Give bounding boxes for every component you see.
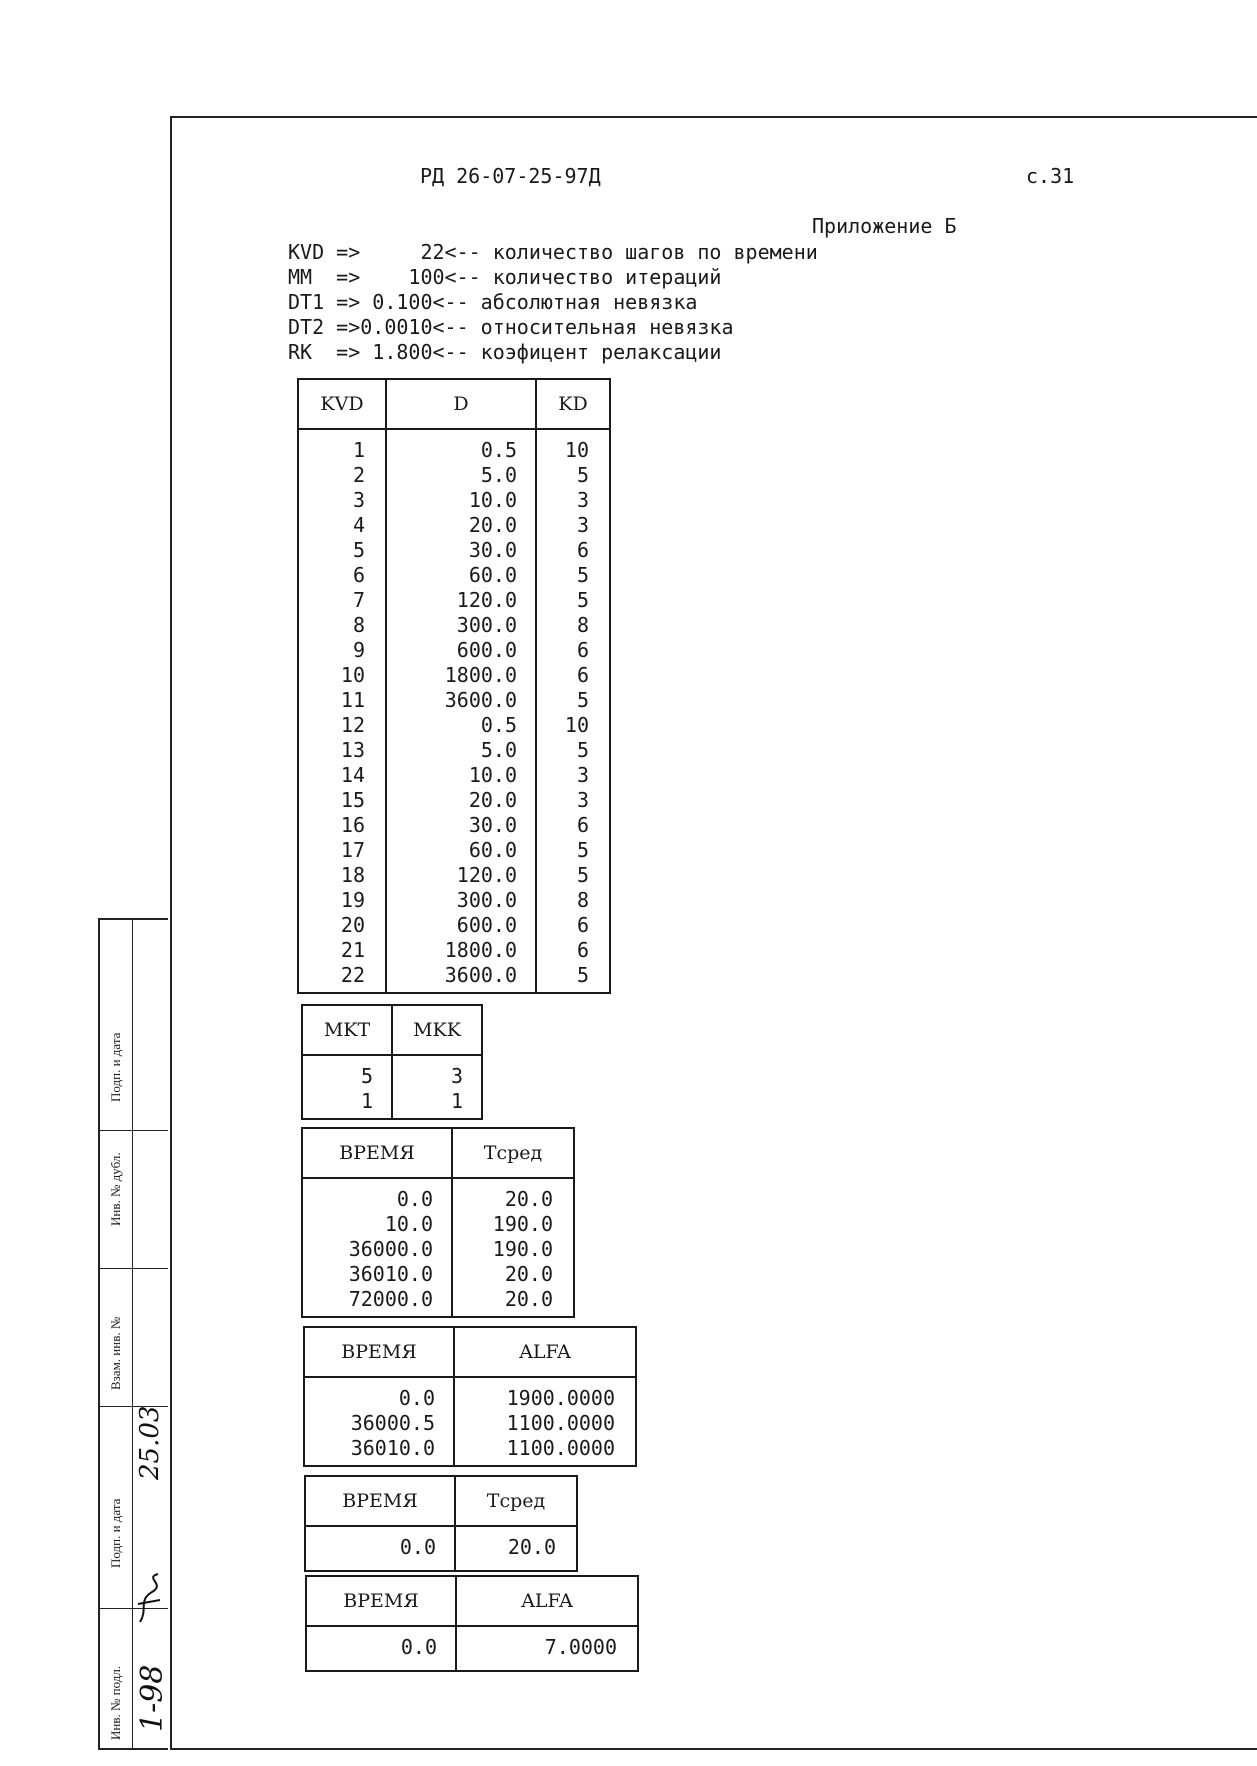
stamp-divider [100, 1406, 168, 1407]
table-cell-value: 8 [576, 888, 589, 912]
time-header: ВРЕМЯ [306, 1576, 456, 1626]
table-cell-value: 15 [340, 788, 365, 812]
mkt-values [303, 1056, 391, 1118]
time-values [307, 1627, 455, 1670]
table-cell-value: 6 [576, 913, 589, 937]
mkk-header: MKK [392, 1005, 482, 1055]
table-cell-value: 30.0 [468, 538, 517, 562]
table-cell-value: 0.0 [399, 1535, 436, 1559]
table-cell-value: 12 [340, 713, 365, 737]
stamp-label: Подп. и дата [108, 1032, 123, 1102]
mkk-values [393, 1056, 481, 1118]
handwritten-date: 25.03 [135, 1405, 165, 1480]
kvd-table [297, 378, 611, 994]
stamp-label: Инв. № подл. [108, 1665, 123, 1740]
temperature-header: Тсред [452, 1128, 574, 1178]
temperature-column [455, 1526, 577, 1571]
time-temperature-table-2 [304, 1475, 578, 1572]
kd-header: KD [536, 379, 610, 429]
table-cell-value: 10 [340, 663, 365, 687]
table-cell-value: 11 [340, 688, 365, 712]
table-cell-value: 6 [576, 663, 589, 687]
table-cell-value: 36010.0 [348, 1262, 433, 1286]
table-cell-value: 5 [576, 563, 589, 587]
table-cell-value: 20.0 [507, 1535, 556, 1559]
table-cell-value: 8 [576, 613, 589, 637]
table-cell-value: 6 [576, 638, 589, 662]
table-cell-value: 300.0 [456, 888, 517, 912]
table-cell-value: 1800.0 [444, 938, 517, 962]
alfa-column [456, 1626, 638, 1671]
table-cell-value: 19 [340, 888, 365, 912]
table-cell-value: 5.0 [480, 738, 517, 762]
table-cell-value: 5 [576, 963, 589, 987]
table-cell-value: 8 [352, 613, 365, 637]
table-cell-value: 3 [576, 513, 589, 537]
kvd-column [298, 429, 386, 993]
time-temperature-table [301, 1127, 575, 1318]
table-cell-value: 9 [352, 638, 365, 662]
table-cell-value: 20.0 [468, 788, 517, 812]
table-cell-value: 72000.0 [348, 1287, 433, 1311]
table-cell-value: 600.0 [456, 638, 517, 662]
table-cell-value: 1100.0000 [506, 1436, 615, 1460]
table-cell-value: 10 [564, 713, 589, 737]
param-line: DT2 =>0.0010<-- относительная невязка [288, 315, 734, 339]
table-cell-value: 21 [340, 938, 365, 962]
alfa-values [457, 1627, 637, 1670]
table-cell-value: 3 [352, 488, 365, 512]
signature-scribble-icon [134, 1570, 164, 1630]
time-alfa-table [303, 1326, 637, 1467]
d-values [387, 430, 535, 992]
table-cell-value: 1 [360, 1089, 373, 1113]
table-cell-value: 6 [576, 938, 589, 962]
table-cell-value: 7.0000 [544, 1635, 617, 1659]
table-cell-value: 5 [576, 838, 589, 862]
table-cell-value: 13 [340, 738, 365, 762]
parameter-block [288, 240, 818, 365]
table-cell-value: 0.0 [400, 1635, 437, 1659]
table-cell-value: 60.0 [468, 838, 517, 862]
alfa-header: ALFA [454, 1327, 636, 1377]
table-cell-value: 3 [576, 488, 589, 512]
time-values [306, 1527, 454, 1570]
stamp-label: Взам. инв. № [108, 1316, 123, 1390]
table-cell-value: 3600.0 [444, 963, 517, 987]
mkt-column [302, 1055, 392, 1119]
table-cell-value: 5 [360, 1064, 373, 1088]
table-cell-value: 120.0 [456, 588, 517, 612]
table-cell-value: 3 [576, 788, 589, 812]
table-cell-value: 300.0 [456, 613, 517, 637]
table-cell-value: 0.0 [398, 1386, 435, 1410]
time-column [302, 1178, 452, 1317]
handwritten-inventory-number: 1-98 [135, 1664, 170, 1732]
time-alfa-table-2 [305, 1575, 639, 1672]
table-cell-value: 20.0 [504, 1287, 553, 1311]
stamp-label: Подп. и дата [108, 1498, 123, 1568]
table-cell-value: 36010.0 [350, 1436, 435, 1460]
page-number: с.31 [1026, 164, 1075, 188]
alfa-column [454, 1377, 636, 1466]
d-column [386, 429, 536, 993]
table-cell-value: 5 [576, 688, 589, 712]
mkt-header: MKT [302, 1005, 392, 1055]
table-cell-value: 2 [352, 463, 365, 487]
stamp-divider [100, 1268, 168, 1269]
alfa-header: ALFA [456, 1576, 638, 1626]
table-cell-value: 5 [576, 738, 589, 762]
table-cell-value: 14 [340, 763, 365, 787]
table-cell-value: 10.0 [468, 488, 517, 512]
table-cell-value: 1100.0000 [506, 1411, 615, 1435]
table-cell-value: 3 [576, 763, 589, 787]
param-line: KVD => 22<-- количество шагов по времени [288, 240, 818, 264]
table-cell-value: 3600.0 [444, 688, 517, 712]
table-cell-value: 10.0 [468, 763, 517, 787]
appendix-label: Приложение Б [812, 214, 957, 238]
stamp-label-column [100, 920, 133, 1748]
table-cell-value: 20 [340, 913, 365, 937]
table-cell-value: 30.0 [468, 813, 517, 837]
time-column [306, 1626, 456, 1671]
stamp-label: Инв. № дубл. [108, 1152, 123, 1226]
param-line: MM => 100<-- количество итераций [288, 265, 722, 289]
table-cell-value: 6 [576, 813, 589, 837]
time-values [305, 1378, 453, 1465]
table-cell-value: 7 [352, 588, 365, 612]
table-cell-value: 5.0 [480, 463, 517, 487]
table-cell-value: 20.0 [468, 513, 517, 537]
time-header: ВРЕМЯ [302, 1128, 452, 1178]
table-cell-value: 18 [340, 863, 365, 887]
d-header: D [386, 379, 536, 429]
mkk-column [392, 1055, 482, 1119]
table-cell-value: 0.5 [480, 438, 517, 462]
time-header: ВРЕМЯ [305, 1476, 455, 1526]
table-cell-value: 5 [576, 863, 589, 887]
table-cell-value: 36000.5 [350, 1411, 435, 1435]
table-cell-value: 16 [340, 813, 365, 837]
temperature-values [456, 1527, 576, 1570]
table-cell-value: 17 [340, 838, 365, 862]
table-cell-value: 0.0 [396, 1187, 433, 1211]
table-cell-value: 190.0 [492, 1212, 553, 1236]
time-header: ВРЕМЯ [304, 1327, 454, 1377]
mk-table [301, 1004, 483, 1120]
temperature-values [453, 1179, 573, 1316]
table-cell-value: 1 [450, 1089, 463, 1113]
table-cell-value: 10.0 [384, 1212, 433, 1236]
table-cell-value: 1900.0000 [506, 1386, 615, 1410]
table-cell-value: 36000.0 [348, 1237, 433, 1261]
table-cell-value: 22 [340, 963, 365, 987]
document-code: РД 26-07-25-97Д [420, 164, 601, 188]
table-cell-value: 4 [352, 513, 365, 537]
table-cell-value: 0.5 [480, 713, 517, 737]
table-cell-value: 6 [576, 538, 589, 562]
kvd-values [299, 430, 385, 992]
temperature-header: Тсред [455, 1476, 577, 1526]
table-cell-value: 5 [576, 463, 589, 487]
table-cell-value: 60.0 [468, 563, 517, 587]
table-cell-value: 120.0 [456, 863, 517, 887]
param-line: RK => 1.800<-- коэфицент релаксации [288, 340, 722, 364]
table-cell-value: 20.0 [504, 1187, 553, 1211]
table-cell-value: 1800.0 [444, 663, 517, 687]
table-cell-value: 10 [564, 438, 589, 462]
time-values [303, 1179, 451, 1316]
table-cell-value: 5 [352, 538, 365, 562]
table-cell-value: 1 [352, 438, 365, 462]
time-column [304, 1377, 454, 1466]
param-line: DT1 => 0.100<-- абсолютная невязка [288, 290, 698, 314]
table-cell-value: 20.0 [504, 1262, 553, 1286]
table-cell-value: 6 [352, 563, 365, 587]
kd-column [536, 429, 610, 993]
kvd-header: KVD [298, 379, 386, 429]
kd-values [537, 430, 609, 992]
table-cell-value: 5 [576, 588, 589, 612]
table-cell-value: 600.0 [456, 913, 517, 937]
table-cell-value: 190.0 [492, 1237, 553, 1261]
stamp-divider [100, 1130, 168, 1131]
alfa-values [455, 1378, 635, 1465]
table-cell-value: 3 [450, 1064, 463, 1088]
temperature-column [452, 1178, 574, 1317]
time-column [305, 1526, 455, 1571]
